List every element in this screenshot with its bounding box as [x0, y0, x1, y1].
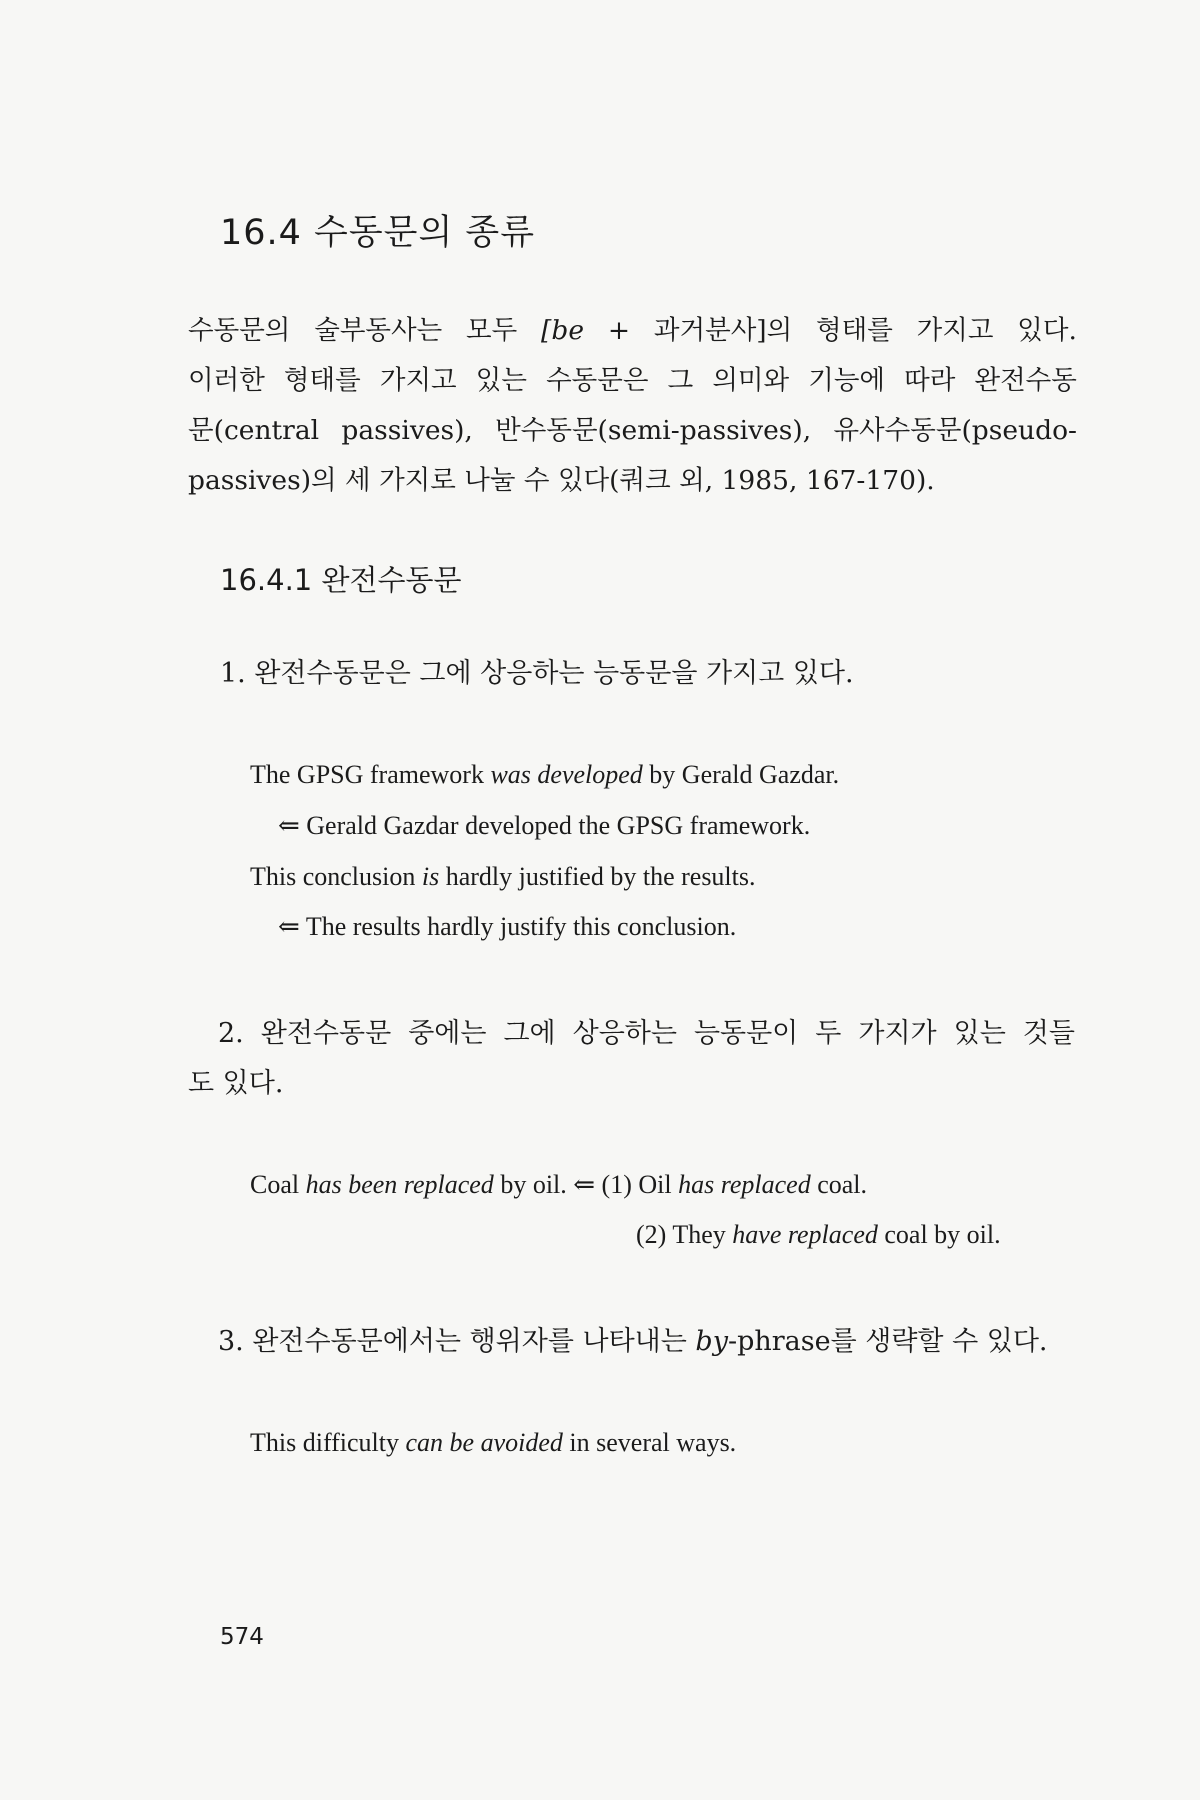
word: 모두 — [466, 315, 518, 346]
example-2a: Coal has been replaced by oil. ⇐ (1) Oil has replaced coal. — [250, 1170, 868, 1199]
intro-line-1 — [188, 315, 1077, 346]
rule-3: 3. 완전수동문에서는 행위자를 나타내는 by-phrase를 생략할 수 있다. — [218, 1326, 1048, 1357]
word: 있는 — [475, 365, 527, 396]
word: 있다. — [1017, 315, 1077, 346]
word: 형태를 — [816, 315, 893, 346]
word: 유사수동문(pseudo- — [833, 415, 1077, 446]
word: passives), — [341, 415, 473, 446]
word: 과거분사]의 — [653, 315, 793, 346]
page-number: 574 — [220, 1624, 264, 1650]
word: 기능에 — [808, 365, 886, 396]
section-heading: 16.4 수동문의 종류 — [220, 213, 536, 253]
intro-line-2 — [188, 365, 1077, 396]
example-1b: This conclusion is hardly justified by the results. — [250, 862, 756, 891]
word: 수동문의 — [188, 315, 291, 346]
word: 반수동문(semi-passives), — [495, 415, 812, 446]
rule-2-line-1: 2. 완전수동문 중에는 그에 상응하는 능동문이 두 가지가 있는 것들 — [218, 1018, 1075, 1049]
word: 따라 — [904, 365, 956, 396]
word: 술부동사는 — [314, 315, 443, 346]
word: 문(central — [188, 415, 320, 446]
example-1a-active: ⇐ Gerald Gazdar developed the GPSG framework. — [278, 811, 811, 840]
word: 가지고 — [379, 365, 457, 396]
word: + — [607, 315, 631, 346]
example-2b: (2) They have replaced coal by oil. — [636, 1220, 1001, 1249]
intro-line-4: passives)의 세 가지로 나눌 수 있다(쿼크 외, 1985, 167-170). — [188, 465, 935, 496]
intro-line-3 — [188, 415, 1077, 446]
example-1b-active: ⇐ The results hardly justify this conclusion. — [278, 912, 737, 941]
word: [be — [541, 315, 585, 346]
word: 그 — [667, 365, 694, 396]
example-3: This difficulty can be avoided in several ways. — [250, 1428, 737, 1457]
example-1a: The GPSG framework was developed by Gerald Gazdar. — [250, 760, 840, 789]
rule-2-line-2: 도 있다. — [188, 1068, 284, 1099]
word: 의미와 — [712, 365, 790, 396]
rule-1: 1. 완전수동문은 그에 상응하는 능동문을 가지고 있다. — [220, 658, 854, 689]
word: 형태를 — [283, 365, 361, 396]
word: 완전수동 — [974, 365, 1077, 396]
word: 가지고 — [916, 315, 994, 346]
subsection-heading: 16.4.1 완전수동문 — [220, 563, 462, 597]
word: 수동문은 — [546, 365, 649, 396]
word: 이러한 — [188, 365, 265, 396]
